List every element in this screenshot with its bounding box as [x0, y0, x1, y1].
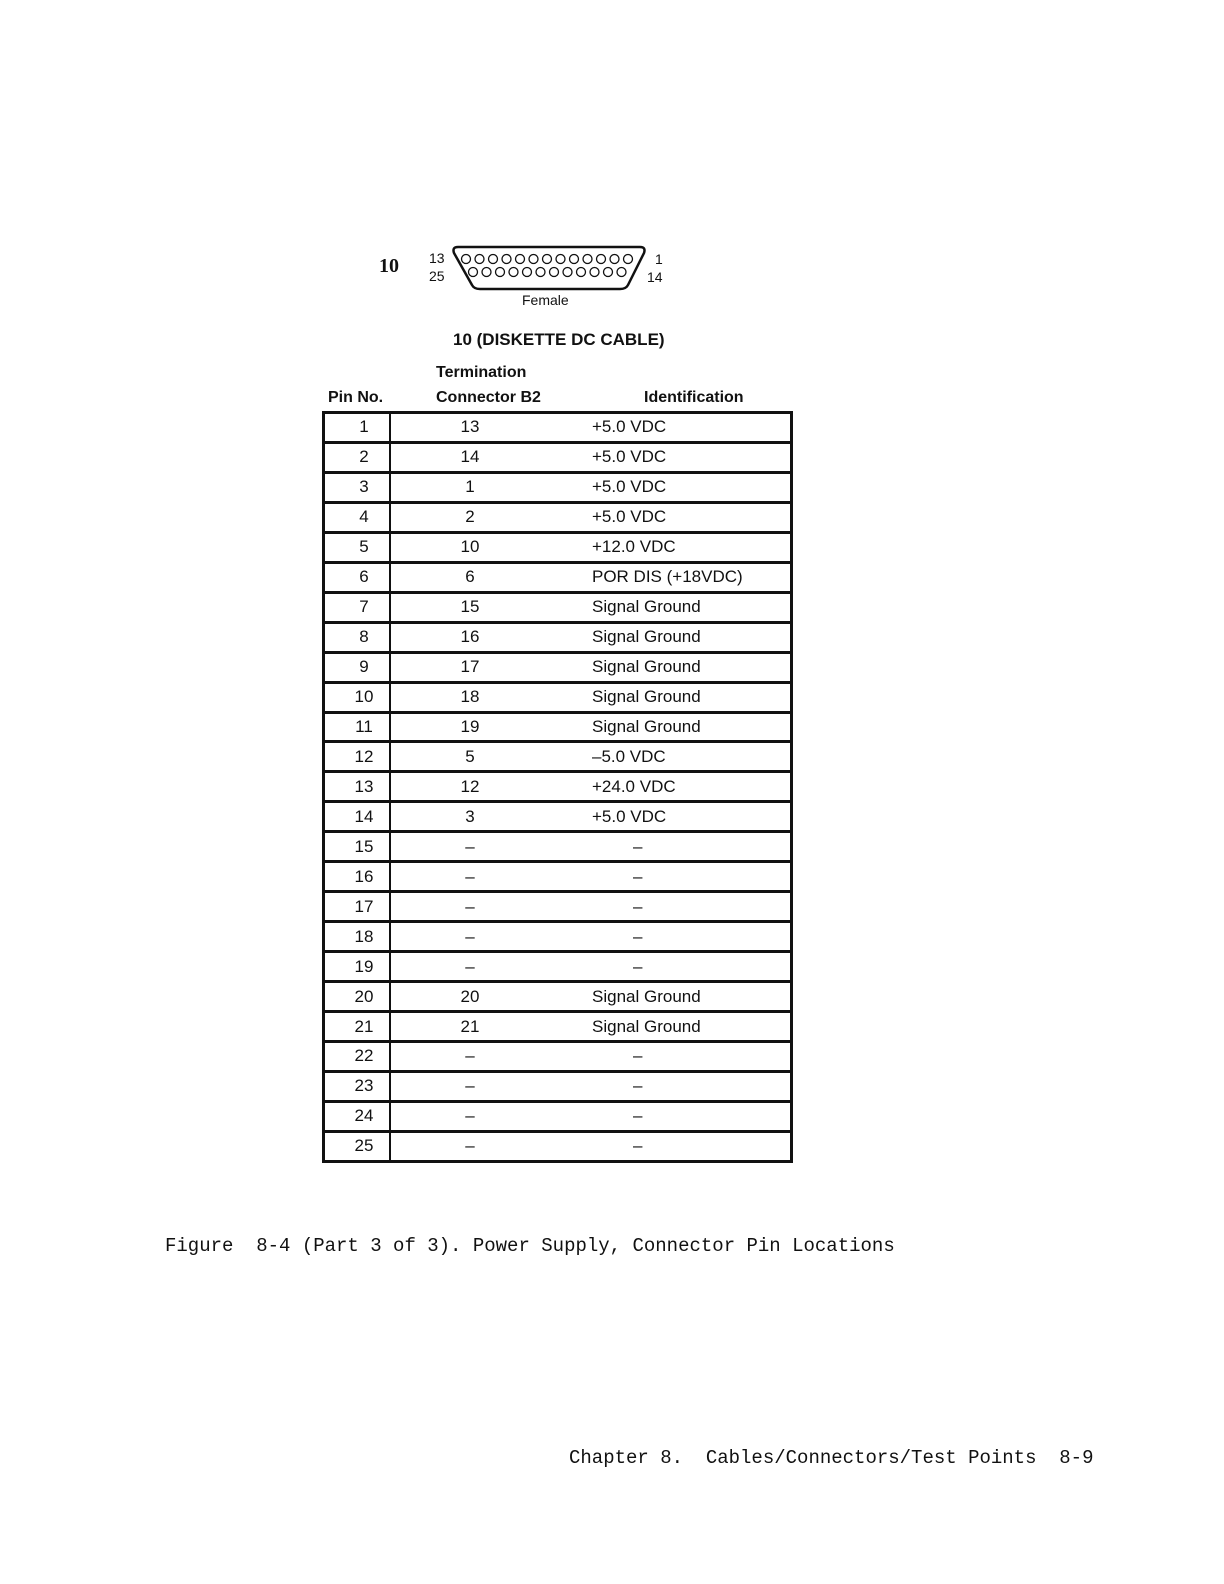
table-row — [325, 504, 790, 534]
cell-pin-no: 24 — [325, 1103, 391, 1130]
cell-identification: – — [633, 1136, 643, 1156]
cell-pin-no: 21 — [325, 1013, 391, 1040]
cell-termination: 5 — [465, 746, 475, 766]
cell-pin-no: 20 — [325, 983, 391, 1010]
cell-identification: Signal Ground — [592, 1016, 701, 1036]
table-row — [325, 564, 790, 594]
table-row — [325, 923, 790, 953]
connector-pin-hole — [523, 268, 532, 277]
cell-pin-no: 2 — [325, 444, 391, 471]
cell-termination: 6 — [465, 567, 475, 587]
table-row — [325, 773, 790, 803]
connector-id-label: 10 — [379, 255, 399, 277]
header-pin-no: Pin No. — [328, 389, 384, 406]
connector-pin-hole — [563, 268, 572, 277]
cell-identification: +5.0 VDC — [592, 447, 667, 467]
cell-identification: – — [633, 1046, 643, 1066]
connector-pin-hole — [482, 268, 491, 277]
connector-pin-hole — [597, 255, 606, 264]
connector-pin-hole — [502, 255, 511, 264]
cell-pin-no: 6 — [325, 564, 391, 591]
cell-identification: – — [633, 866, 643, 886]
connector-pin-hole — [489, 255, 498, 264]
cell-pin-no: 3 — [325, 474, 391, 501]
connector-pin-hole — [550, 268, 559, 277]
connector-pin-hole — [462, 255, 471, 264]
table-row — [325, 833, 790, 863]
pin-table — [322, 411, 793, 1163]
connector-pin-hole — [590, 268, 599, 277]
table-title: 10 (DISKETTE DC CABLE) — [453, 330, 665, 349]
cell-termination: – — [465, 956, 475, 976]
connector-pin-hole — [543, 255, 552, 264]
cell-identification: POR DIS (+18VDC) — [592, 567, 743, 587]
cell-identification: –5.0 VDC — [592, 746, 666, 766]
header-identification: Identification — [644, 389, 744, 406]
figure-caption: Figure 8-4 (Part 3 of 3). Power Supply, Connector Pin Locations — [165, 1235, 895, 1257]
cell-termination: – — [465, 1076, 475, 1096]
connector-pin-hole — [536, 268, 545, 277]
table-row — [325, 1103, 790, 1133]
cell-pin-no: 5 — [325, 534, 391, 561]
table-row — [325, 803, 790, 833]
pin-label-1: 1 — [655, 251, 663, 267]
cell-identification: – — [633, 896, 643, 916]
cell-pin-no: 7 — [325, 594, 391, 621]
cell-pin-no: 1 — [325, 414, 391, 441]
cell-identification: Signal Ground — [592, 687, 701, 707]
cell-pin-no: 25 — [325, 1133, 391, 1160]
cell-identification: Signal Ground — [592, 717, 701, 736]
connector-pin-hole — [529, 255, 538, 264]
cell-termination: 15 — [460, 597, 480, 617]
cell-termination: 12 — [460, 776, 480, 796]
cell-identification: +5.0 VDC — [592, 477, 667, 497]
cell-pin-no: 8 — [325, 624, 391, 651]
cell-termination: – — [465, 836, 475, 856]
page-footer: Chapter 8. Cables/Connectors/Test Points 8-9 — [569, 1447, 1094, 1469]
cell-pin-no: 12 — [325, 743, 391, 770]
cell-termination: 14 — [460, 447, 480, 467]
connector-pin-hole — [617, 268, 626, 277]
table-row — [325, 714, 790, 744]
cell-identification: – — [633, 956, 643, 976]
cell-identification: – — [633, 1076, 643, 1096]
table-row — [325, 474, 790, 504]
cell-pin-no: 15 — [325, 833, 391, 860]
cell-termination: 2 — [465, 507, 475, 527]
cell-termination: – — [465, 1046, 475, 1066]
table-row — [325, 1073, 790, 1103]
cell-pin-no: 19 — [325, 953, 391, 980]
connector-pins-top — [462, 255, 633, 264]
cell-termination: 10 — [460, 537, 480, 557]
cell-pin-no: 22 — [325, 1043, 391, 1070]
connector-pin-hole — [570, 255, 579, 264]
table-row — [325, 953, 790, 983]
cell-termination: 1 — [465, 477, 475, 497]
table-row — [325, 534, 790, 564]
connector-shell — [454, 247, 645, 289]
cell-identification: – — [633, 1106, 643, 1126]
cell-identification: +5.0 VDC — [592, 806, 667, 826]
table-row — [325, 624, 790, 654]
connector-pin-hole — [556, 255, 565, 264]
header-termination-line1: Termination — [436, 364, 527, 381]
connector-pin-hole — [624, 255, 633, 264]
table-row — [325, 1133, 790, 1160]
cell-termination: 20 — [460, 986, 480, 1006]
connector-pin-hole — [583, 255, 592, 264]
table-row — [325, 893, 790, 923]
pin-label-25: 25 — [429, 268, 445, 284]
cell-pin-no: 23 — [325, 1073, 391, 1100]
table-row — [325, 594, 790, 624]
pin-label-13: 13 — [429, 250, 445, 266]
table-row — [325, 684, 790, 714]
cell-termination: 3 — [465, 806, 475, 826]
cell-termination: 16 — [460, 627, 480, 647]
connector-pin-hole — [496, 268, 505, 277]
cell-termination: – — [465, 896, 475, 916]
connector-pin-hole — [577, 268, 586, 277]
table-row — [325, 444, 790, 474]
table-row — [325, 654, 790, 684]
table-row — [325, 983, 790, 1013]
table-row — [325, 743, 790, 773]
cell-identification: +5.0 VDC — [592, 417, 667, 437]
db25-connector-diagram — [450, 243, 650, 293]
cell-termination: 19 — [460, 717, 480, 736]
cell-pin-no: 10 — [325, 684, 391, 711]
cell-pin-no: 18 — [325, 923, 391, 950]
table-row — [325, 1043, 790, 1073]
cell-termination: – — [465, 866, 475, 886]
cell-identification: +24.0 VDC — [592, 776, 676, 796]
cell-identification: Signal Ground — [592, 597, 701, 617]
cell-pin-no: 13 — [325, 773, 391, 800]
connector-pin-hole — [509, 268, 518, 277]
cell-pin-no: 4 — [325, 504, 391, 531]
cell-termination: – — [465, 926, 475, 946]
connector-pin-hole — [610, 255, 619, 264]
cell-termination: 18 — [460, 687, 480, 707]
cell-pin-no: 16 — [325, 863, 391, 890]
table-row — [325, 863, 790, 893]
cell-identification: – — [633, 836, 643, 856]
cell-pin-no: 11 — [325, 714, 391, 741]
connector-gender-label: Female — [522, 292, 569, 308]
header-termination-line2: Connector B2 — [436, 389, 541, 406]
connector-pin-hole — [516, 255, 525, 264]
cell-pin-no: 9 — [325, 654, 391, 681]
connector-pin-hole — [475, 255, 484, 264]
cell-termination: – — [465, 1136, 475, 1156]
cell-identification: Signal Ground — [592, 657, 701, 677]
connector-pins-bottom — [469, 268, 627, 277]
cell-termination: – — [465, 1106, 475, 1126]
table-row — [325, 1013, 790, 1043]
cell-identification: +5.0 VDC — [592, 507, 667, 527]
cell-identification: Signal Ground — [592, 627, 701, 647]
connector-pin-hole — [469, 268, 478, 277]
cell-pin-no: 14 — [325, 803, 391, 830]
cell-termination: 13 — [460, 417, 480, 437]
cell-pin-no: 17 — [325, 893, 391, 920]
cell-termination: 21 — [460, 1016, 480, 1036]
pin-label-14: 14 — [647, 269, 663, 285]
cell-identification: – — [633, 926, 643, 946]
table-row — [325, 414, 790, 444]
cell-identification: Signal Ground — [592, 986, 701, 1006]
cell-identification: +12.0 VDC — [592, 537, 676, 557]
connector-pin-hole — [604, 268, 613, 277]
cell-termination: 17 — [460, 657, 480, 677]
